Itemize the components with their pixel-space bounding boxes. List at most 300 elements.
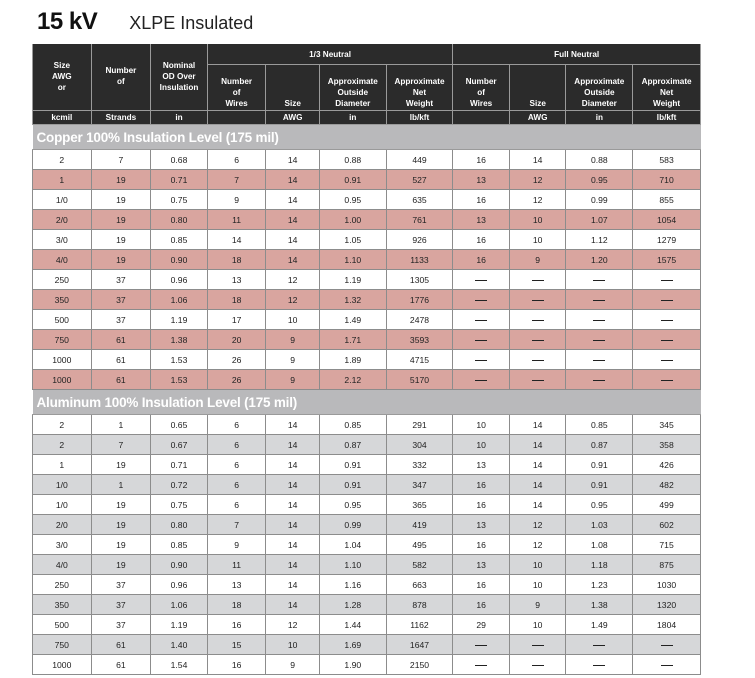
table-row [33,655,701,675]
table-cell [509,270,566,290]
table-cell: 663 [386,575,453,595]
table-cell: 18 [207,595,266,615]
table-cell [453,655,510,675]
table-cell: 582 [386,555,453,575]
table-cell: 13 [453,170,510,190]
table-cell: 19 [91,455,151,475]
table-cell: 14 [266,250,320,270]
table-cell: 750 [33,330,92,350]
table-cell [633,635,701,655]
table-cell: 12 [509,190,566,210]
not-available-dash [661,340,673,341]
table-row [33,170,701,190]
table-cell: 14 [266,475,320,495]
table-cell: 14 [266,575,320,595]
table-cell: 0.87 [566,435,633,455]
unit-full-size: AWG [509,111,566,125]
table-cell: 16 [453,190,510,210]
not-available-dash [475,300,487,301]
table-cell: 4715 [386,350,453,370]
table-cell: 37 [91,615,151,635]
table-cell [453,310,510,330]
table-cell [453,635,510,655]
not-available-dash [475,320,487,321]
table-cell: 0.90 [151,555,208,575]
table-cell: 0.85 [319,415,386,435]
table-row [33,475,701,495]
not-available-dash [532,665,544,666]
table-cell: 0.65 [151,415,208,435]
table-row [33,515,701,535]
table-cell [566,290,633,310]
table-cell [633,350,701,370]
table-cell: 7 [91,150,151,170]
table-cell: 0.91 [319,455,386,475]
table-cell: 347 [386,475,453,495]
table-cell: 61 [91,635,151,655]
table-cell [509,290,566,310]
table-cell: 1.06 [151,290,208,310]
table-row [33,210,701,230]
table-cell: 1.49 [319,310,386,330]
table-cell: 9 [509,250,566,270]
table-cell: 1.12 [566,230,633,250]
unit-od: in [151,111,208,125]
table-row [33,495,701,515]
header-full-weight: Approximate Net Weight [633,65,701,111]
table-cell: 6 [207,150,266,170]
table-cell: 1279 [633,230,701,250]
table-cell: 2 [33,150,92,170]
table-cell: 9 [207,535,266,555]
table-cell: 1.38 [566,595,633,615]
header-third-size: Size [266,65,320,111]
table-cell: 0.96 [151,270,208,290]
table-cell [566,655,633,675]
header-group-third-neutral: 1/3 Neutral [207,44,453,65]
table-cell: 9 [266,370,320,390]
table-cell: 3/0 [33,535,92,555]
table-cell: 583 [633,150,701,170]
table-cell: 10 [509,615,566,635]
not-available-dash [532,645,544,646]
table-cell: 291 [386,415,453,435]
table-cell: 12 [509,535,566,555]
table-row [33,435,701,455]
table-cell: 0.99 [566,190,633,210]
table-row [33,595,701,615]
table-cell: 19 [91,170,151,190]
not-available-dash [532,300,544,301]
table-cell: 1305 [386,270,453,290]
table-cell: 6 [207,415,266,435]
table-cell: 0.75 [151,190,208,210]
table-cell: 0.88 [566,150,633,170]
table-cell: 1/0 [33,475,92,495]
table-cell: 10 [509,210,566,230]
header-strands: Number of [91,44,151,111]
table-cell [566,350,633,370]
not-available-dash [475,645,487,646]
table-cell: 26 [207,350,266,370]
table-cell: 0.91 [319,170,386,190]
section-header-row [33,125,701,150]
not-available-dash [661,320,673,321]
table-cell: 1.05 [319,230,386,250]
table-cell: 10 [509,230,566,250]
table-cell: 16 [453,150,510,170]
table-cell: 878 [386,595,453,615]
table-cell: 14 [266,495,320,515]
header-full-wires: Number of Wires [453,65,510,111]
not-available-dash [593,360,605,361]
table-cell: 1 [91,415,151,435]
table-cell: 0.71 [151,170,208,190]
table-cell: 15 [207,635,266,655]
table-row [33,535,701,555]
table-cell [453,270,510,290]
table-cell: 6 [207,495,266,515]
table-cell: 1133 [386,250,453,270]
cable-spec-table-container [32,44,701,675]
table-cell: 6 [207,475,266,495]
not-available-dash [532,360,544,361]
table-row [33,635,701,655]
table-cell: 1.23 [566,575,633,595]
table-cell: 0.96 [151,575,208,595]
table-cell: 61 [91,655,151,675]
table-cell: 4/0 [33,555,92,575]
table-cell: 0.91 [566,475,633,495]
table-cell [566,370,633,390]
table-cell: 1.49 [566,615,633,635]
table-cell: 1.19 [151,310,208,330]
table-cell: 14 [266,435,320,455]
table-cell: 0.99 [319,515,386,535]
table-cell [633,310,701,330]
table-cell: 2/0 [33,515,92,535]
table-cell: 0.85 [566,415,633,435]
table-row [33,150,701,170]
table-cell: 18 [207,250,266,270]
unit-third-size: AWG [266,111,320,125]
table-cell: 13 [453,555,510,575]
table-cell: 1.16 [319,575,386,595]
table-cell: 14 [266,535,320,555]
not-available-dash [661,380,673,381]
table-cell [566,310,633,330]
not-available-dash [593,300,605,301]
table-cell: 365 [386,495,453,515]
table-cell: 14 [266,515,320,535]
table-row [33,370,701,390]
insulation-title: XLPE Insulated [129,13,254,33]
not-available-dash [475,665,487,666]
table-cell: 3593 [386,330,453,350]
table-row [33,190,701,210]
table-cell: 14 [509,495,566,515]
table-cell: 499 [633,495,701,515]
table-cell: 17 [207,310,266,330]
table-cell: 19 [91,190,151,210]
table-cell: 16 [453,575,510,595]
table-cell: 13 [453,210,510,230]
table-cell: 635 [386,190,453,210]
table-cell: 875 [633,555,701,575]
table-cell: 13 [453,455,510,475]
not-available-dash [475,280,487,281]
table-cell: 10 [453,415,510,435]
table-cell: 0.90 [151,250,208,270]
table-cell: 1.28 [319,595,386,615]
table-cell: 0.88 [319,150,386,170]
unit-third-weight: lb/kft [386,111,453,125]
not-available-dash [661,280,673,281]
table-cell: 9 [509,595,566,615]
unit-strands: Strands [91,111,151,125]
unit-size-kcmil: kcmil [33,111,92,125]
table-cell [453,290,510,310]
table-row [33,330,701,350]
table-cell: 0.80 [151,210,208,230]
table-cell: 1000 [33,370,92,390]
table-cell: 14 [207,230,266,250]
table-cell: 926 [386,230,453,250]
table-cell: 345 [633,415,701,435]
table-cell: 2 [33,435,92,455]
table-cell: 7 [207,515,266,535]
table-cell: 18 [207,290,266,310]
table-cell: 0.91 [566,455,633,475]
table-cell: 37 [91,310,151,330]
table-cell: 0.80 [151,515,208,535]
section-header-row [33,390,701,415]
table-cell: 715 [633,535,701,555]
table-cell: 14 [509,475,566,495]
not-available-dash [593,340,605,341]
table-row [33,415,701,435]
table-cell: 1 [91,475,151,495]
table-cell: 10 [266,310,320,330]
table-cell: 1320 [633,595,701,615]
table-row [33,270,701,290]
table-cell: 1.69 [319,635,386,655]
table-row [33,230,701,250]
table-cell: 1.06 [151,595,208,615]
not-available-dash [532,340,544,341]
table-cell [509,370,566,390]
table-cell: 2 [33,415,92,435]
table-cell: 495 [386,535,453,555]
table-cell: 12 [266,615,320,635]
table-cell: 13 [453,515,510,535]
table-cell: 1776 [386,290,453,310]
table-cell: 11 [207,210,266,230]
table-cell: 10 [266,635,320,655]
table-row [33,350,701,370]
not-available-dash [661,360,673,361]
voltage-title: 15 kV [37,8,98,35]
table-cell: 1.10 [319,250,386,270]
table-cell: 7 [207,170,266,190]
table-cell: 37 [91,575,151,595]
header-full-size: Size [509,65,566,111]
table-cell: 14 [509,150,566,170]
table-cell: 358 [633,435,701,455]
not-available-dash [593,665,605,666]
table-cell [633,370,701,390]
table-cell: 1575 [633,250,701,270]
unit-third-wires [207,111,266,125]
table-cell: 0.71 [151,455,208,475]
not-available-dash [593,320,605,321]
table-cell: 0.95 [566,170,633,190]
header-od: Nominal OD Over Insulation [151,44,208,111]
table-cell: 1.19 [151,615,208,635]
table-cell: 37 [91,290,151,310]
table-cell: 10 [509,575,566,595]
table-cell: 1.10 [319,555,386,575]
table-cell: 20 [207,330,266,350]
table-cell [633,330,701,350]
table-row [33,555,701,575]
not-available-dash [532,380,544,381]
table-row [33,250,701,270]
table-cell: 16 [453,535,510,555]
table-cell: 2150 [386,655,453,675]
not-available-dash [475,340,487,341]
table-cell: 9 [266,330,320,350]
table-cell [566,270,633,290]
table-cell: 19 [91,250,151,270]
section-title: Copper 100% Insulation Level (175 mil) [33,125,701,150]
table-cell: 710 [633,170,701,190]
table-cell: 350 [33,595,92,615]
table-cell: 14 [266,555,320,575]
table-cell: 750 [33,635,92,655]
table-cell: 1.89 [319,350,386,370]
table-cell: 19 [91,210,151,230]
table-cell [633,655,701,675]
section-title: Aluminum 100% Insulation Level (175 mil) [33,390,701,415]
unit-full-weight: lb/kft [633,111,701,125]
table-cell: 14 [509,415,566,435]
table-cell: 16 [207,615,266,635]
table-row [33,575,701,595]
table-cell: 0.95 [566,495,633,515]
table-cell: 1.54 [151,655,208,675]
table-cell: 527 [386,170,453,190]
not-available-dash [532,280,544,281]
table-cell [453,330,510,350]
table-cell: 13 [207,575,266,595]
table-cell: 16 [453,595,510,615]
table-cell: 0.75 [151,495,208,515]
table-cell: 26 [207,370,266,390]
table-cell: 0.87 [319,435,386,455]
table-cell: 250 [33,575,92,595]
table-cell: 1647 [386,635,453,655]
table-cell: 1.08 [566,535,633,555]
table-header [33,44,701,125]
unit-third-diameter: in [319,111,386,125]
table-cell [509,310,566,330]
table-cell: 3/0 [33,230,92,250]
table-cell: 9 [207,190,266,210]
table-cell: 1.19 [319,270,386,290]
table-cell: 1.18 [566,555,633,575]
table-cell: 1.32 [319,290,386,310]
table-cell: 1.71 [319,330,386,350]
table-cell [633,270,701,290]
table-cell: 1162 [386,615,453,635]
table-cell [509,350,566,370]
table-cell: 14 [266,230,320,250]
table-cell: 6 [207,455,266,475]
table-cell: 37 [91,270,151,290]
table-cell: 61 [91,330,151,350]
not-available-dash [475,380,487,381]
table-cell: 14 [266,150,320,170]
table-cell: 12 [509,515,566,535]
table-cell [453,350,510,370]
table-cell: 0.85 [151,535,208,555]
table-cell: 14 [266,170,320,190]
table-cell: 7 [91,435,151,455]
table-cell: 1.90 [319,655,386,675]
table-cell: 1000 [33,655,92,675]
table-row [33,615,701,635]
table-cell: 482 [633,475,701,495]
table-cell: 1030 [633,575,701,595]
table-cell: 14 [266,415,320,435]
table-cell: 14 [509,455,566,475]
table-cell: 426 [633,455,701,475]
table-cell: 1.38 [151,330,208,350]
table-cell: 14 [266,455,320,475]
table-cell: 1.03 [566,515,633,535]
header-size: Size AWG or [33,44,92,111]
table-cell: 1.00 [319,210,386,230]
table-cell: 1.53 [151,370,208,390]
unit-full-diameter: in [566,111,633,125]
table-cell: 16 [453,475,510,495]
table-cell: 16 [453,230,510,250]
header-full-diameter: Approximate Outside Diameter [566,65,633,111]
table-cell: 19 [91,515,151,535]
table-cell: 1/0 [33,190,92,210]
table-cell: 0.72 [151,475,208,495]
table-cell: 2478 [386,310,453,330]
table-row [33,310,701,330]
header-third-weight: Approximate Net Weight [386,65,453,111]
table-cell [453,370,510,390]
table-cell: 0.95 [319,190,386,210]
table-cell: 19 [91,230,151,250]
table-cell: 5170 [386,370,453,390]
table-row [33,290,701,310]
table-cell: 6 [207,435,266,455]
table-cell: 602 [633,515,701,535]
table-cell: 1.04 [319,535,386,555]
table-cell: 0.91 [319,475,386,495]
table-cell: 761 [386,210,453,230]
table-cell: 14 [266,190,320,210]
table-cell: 19 [91,555,151,575]
not-available-dash [532,320,544,321]
table-cell: 16 [453,495,510,515]
table-cell: 304 [386,435,453,455]
